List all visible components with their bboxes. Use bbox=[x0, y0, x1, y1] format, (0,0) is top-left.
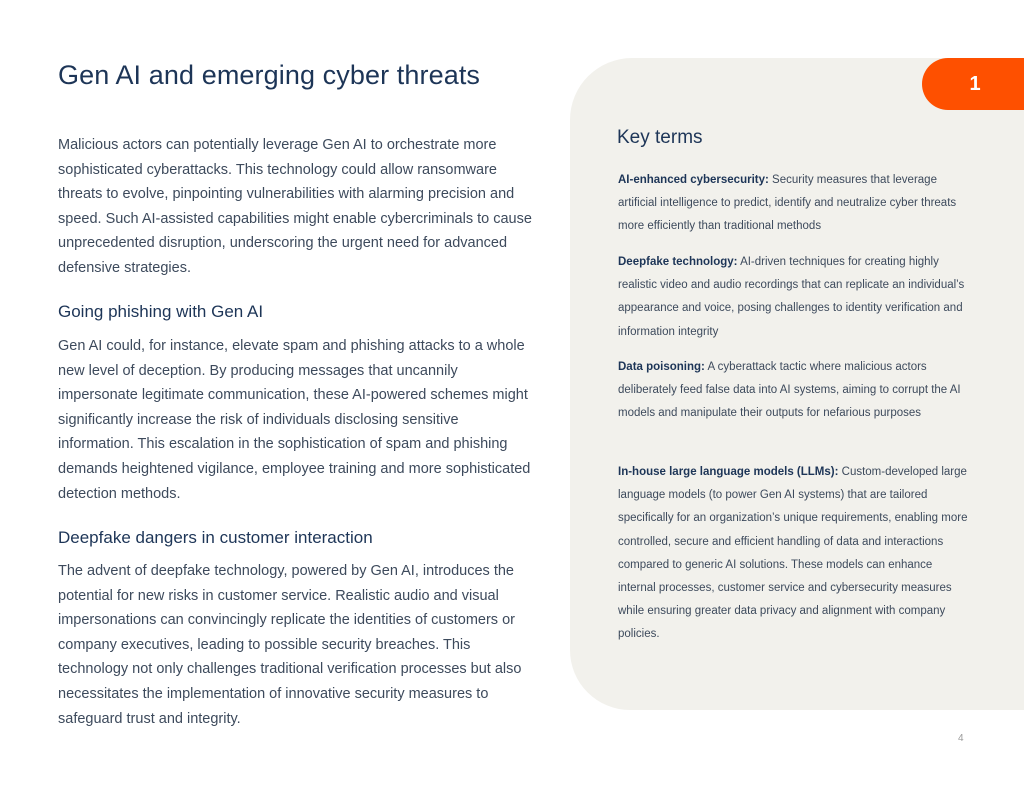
key-term-definition: Custom-developed large language models (to power Gen AI systems) that are tailored specifically for an organization’s unique requirements, enabling more controlled, secure and efficient handling of data and interactions compared to generic AI solutions. These models can enhance internal processes, customer service and cybersecurity measures while ensuring greater data privacy and alignment with company policies. bbox=[618, 466, 968, 641]
section-heading-phishing: Going phishing with Gen AI bbox=[58, 302, 264, 321]
key-term-ai-enhanced-cybersecurity bbox=[618, 169, 973, 239]
section-body-phishing: Gen AI could, for instance, elevate spam and phishing attacks to a whole new level of deception. By producing messages that uncannily impersonate legitimate communication, these AI-powered schemes might significantly increase the risk of individuals disclosing sensitive information. This escalation in the sophistication of spam and phishing demands heightened vigilance, employee training and more sophisticated detection methods. bbox=[58, 338, 531, 502]
key-term-label: Deepfake technology: bbox=[618, 256, 738, 268]
key-term-in-house-llms bbox=[618, 461, 973, 647]
key-term-data-poisoning bbox=[618, 356, 973, 426]
key-term-label: AI-enhanced cybersecurity: bbox=[618, 174, 769, 186]
section-number: 1 bbox=[969, 72, 981, 95]
key-term-definition: AI-driven techniques for creating highly realistic video and audio recordings that can replicate an individual’s appearance and voice, posing challenges to identity verification and information integrity bbox=[618, 256, 965, 338]
key-term-label: Data poisoning: bbox=[618, 361, 705, 373]
section-body-deepfake: The advent of deepfake technology, powered by Gen AI, introduces the potential for new risks in customer service. Realistic audio and visual impersonations can convincingly replicate the identities of customers or company executives, leading to possible security breaches. This technology not only challenges traditional verification processes but also necessitates the implementation of innovative security measures to safeguard trust and integrity. bbox=[58, 563, 522, 727]
key-terms-heading: Key terms bbox=[617, 127, 703, 148]
section-heading-deepfake: Deepfake dangers in customer interaction bbox=[58, 528, 373, 547]
page-title: Gen AI and emerging cyber threats bbox=[58, 60, 481, 90]
page-number: 4 bbox=[958, 733, 964, 744]
key-term-definition: Security measures that leverage artificial intelligence to predict, identify and neutralize cyber threats more efficiently than traditional methods bbox=[618, 174, 957, 233]
key-term-definition: A cyberattack tactic where malicious actors deliberately feed false data into AI systems, aiming to corrupt the AI models and manipulate their outputs for nefarious purposes bbox=[618, 361, 961, 420]
key-term-label: In-house large language models (LLMs): bbox=[618, 466, 839, 478]
key-term-deepfake-technology bbox=[618, 251, 973, 344]
section-number-badge bbox=[922, 58, 1024, 110]
intro-paragraph: Malicious actors can potentially leverage Gen AI to orchestrate more sophisticated cyberattacks. This technology could allow ransomware threats to evolve, pinpointing vulnerabilities with alarming precision and speed. Such AI-assisted capabilities might enable cybercriminals to cause unprecedented disruption, underscoring the urgent need for advanced defensive strategies. bbox=[58, 137, 532, 276]
